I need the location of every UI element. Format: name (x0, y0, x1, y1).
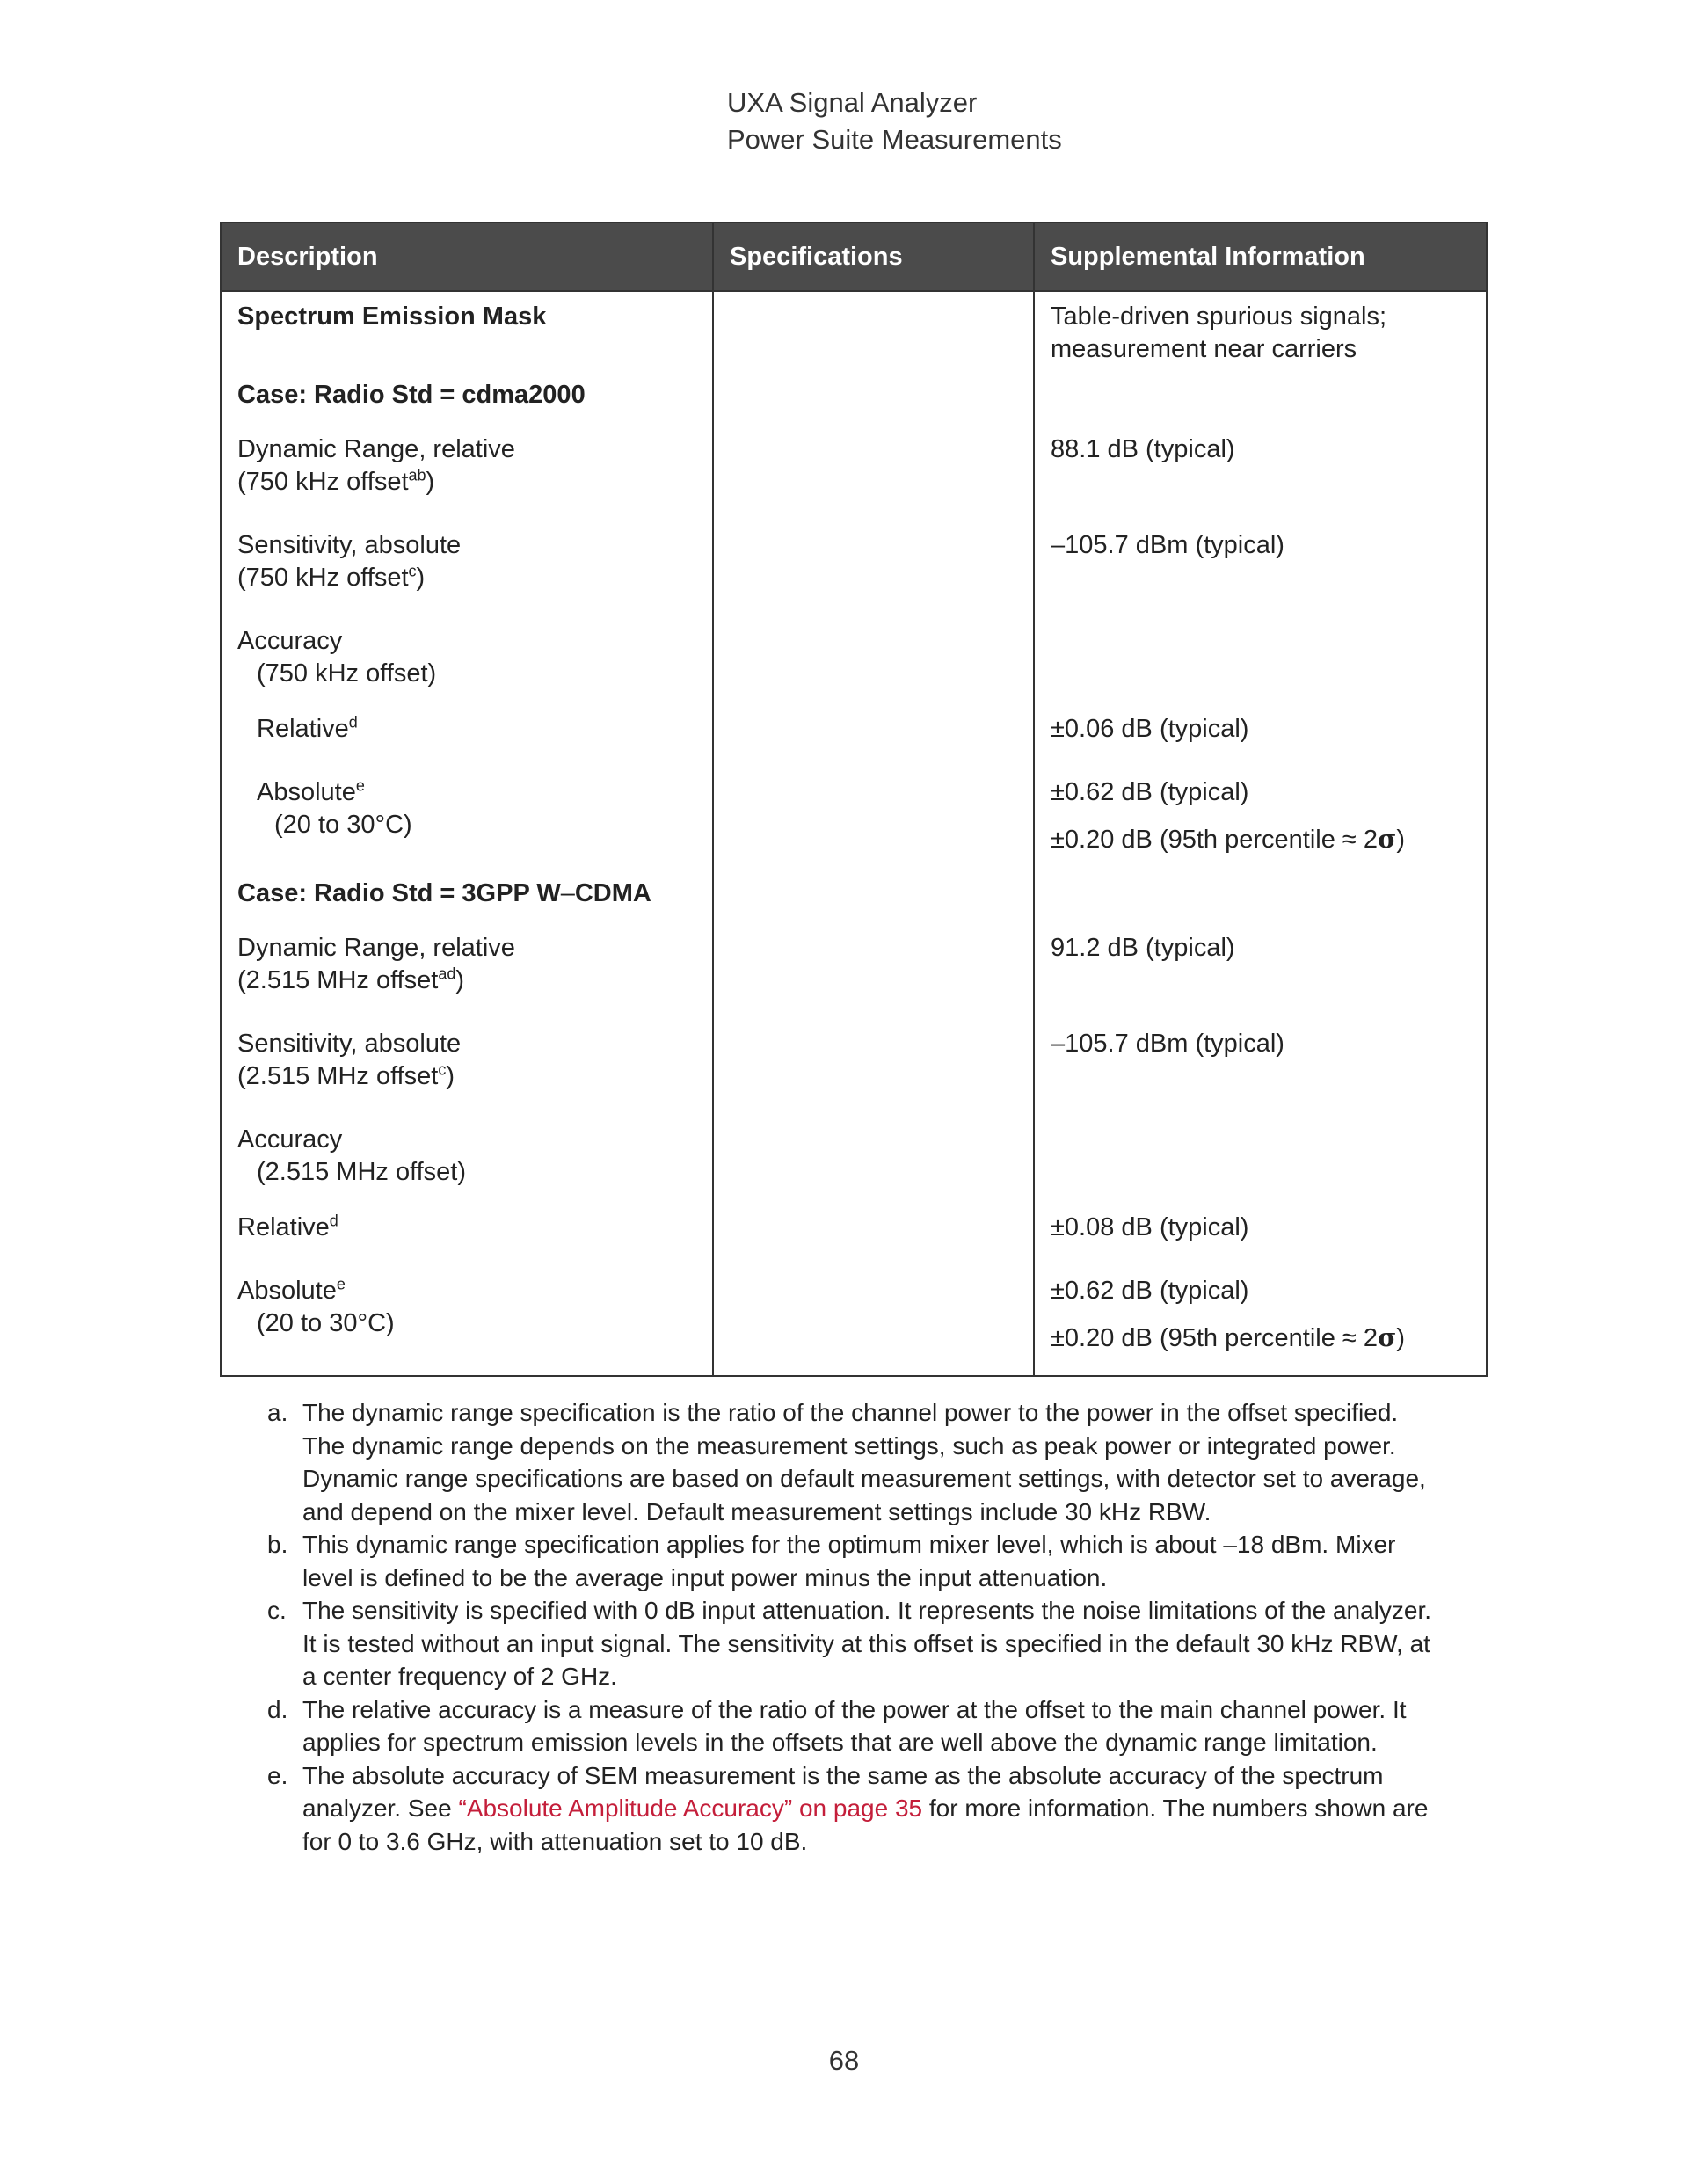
case1-abs-label: Absolute$^e$ (257, 776, 365, 806)
case1-rel-value: ±0.06 dB (typical) (1051, 715, 1249, 743)
table-row (221, 291, 1487, 379)
table-row (221, 379, 1487, 433)
table-row (221, 1028, 1487, 1124)
table-row (221, 1275, 1487, 1376)
case1-abs-value2: ±0.20 dB (95th percentile ≈ 2σ) (1051, 824, 1406, 854)
spec-table (220, 222, 1488, 1377)
col-specifications-header: Specifications (713, 222, 1034, 291)
case2-acc-label: Accuracy (237, 1125, 343, 1154)
table-row (221, 529, 1487, 625)
footnote-text: The absolute accuracy of SEM measurement is the same as the absolute accuracy of the spectrum analyzer. See “Absolute Amplitude Accuracy” on page 35 for more information. The numbers shown are for 0 to 3.6 GHz, with attenuation set to 10 dB. (302, 1761, 1429, 1855)
table-row (221, 932, 1487, 1028)
table-row (221, 776, 1487, 877)
footnote-text: The relative accuracy is a measure of the ratio of the power at the offset to the main channel power. It applies for spectrum emission levels in the offsets that are well above the dynamic range limitation. (302, 1695, 1407, 1756)
footnote-ref: d (329, 1212, 338, 1230)
case1-rel-label: Relative$^d$ (257, 713, 358, 743)
case2-abs-temp: (20 to 30°C) (257, 1309, 395, 1337)
case1-acc-offset: (750 kHz offset) (257, 659, 437, 688)
running-header (727, 84, 1062, 158)
case2-rel-value: ±0.08 dB (typical) (1051, 1213, 1249, 1241)
table-row (221, 1212, 1487, 1275)
footnote-ref: ad (438, 965, 456, 983)
case2-sens-value: –105.7 dBm (typical) (1051, 1030, 1284, 1058)
case1-acc-label: Accuracy (237, 627, 343, 655)
footnote-label: a. (267, 1399, 288, 1426)
case1-sens-offset: (750 kHz offset$^c$) (237, 562, 426, 592)
case1-sens-value: –105.7 dBm (typical) (1051, 531, 1284, 559)
footnote-ref: e (336, 1275, 346, 1293)
section-supp-line1: Table-driven spurious signals; (1051, 302, 1387, 331)
case2-title: Case: Radio Std = 3GPP W–CDMA (237, 879, 651, 907)
footnotes (264, 1396, 1442, 1858)
sigma-symbol: σ (1378, 824, 1397, 854)
table-row (221, 713, 1487, 776)
footnote-c (264, 1594, 1442, 1693)
footnote-label: d. (267, 1695, 288, 1723)
table-row (221, 433, 1487, 529)
case1-abs-temp: (20 to 30°C) (274, 811, 412, 839)
case2-acc-offset: (2.515 MHz offset) (257, 1158, 467, 1186)
absolute-amplitude-accuracy-link[interactable]: “Absolute Amplitude Accuracy” on page 35 (458, 1795, 923, 1822)
footnote-label: b. (267, 1531, 288, 1558)
case2-abs-value1: ±0.62 dB (typical) (1051, 1277, 1249, 1305)
case1-sens-label: Sensitivity, absolute (237, 531, 462, 559)
table-row (221, 625, 1487, 713)
case1-abs-value1: ±0.62 dB (typical) (1051, 778, 1249, 806)
table-row (221, 1124, 1487, 1212)
footnote-label: e. (267, 1761, 288, 1789)
page-number: 68 (828, 2045, 860, 2076)
footnote-d (264, 1693, 1442, 1759)
sigma-symbol: σ (1378, 1322, 1397, 1352)
case2-dr-label: Dynamic Range, relative (237, 934, 515, 962)
footnote-b (264, 1528, 1442, 1594)
case2-rel-label: Relative$^d$ (237, 1212, 338, 1241)
table-row (221, 877, 1487, 932)
case1-dr-offset: (750 kHz offset$^{ab}$) (237, 466, 435, 496)
footnote-a (264, 1396, 1442, 1528)
section-title: Spectrum Emission Mask (237, 302, 547, 331)
col-supplemental-header: Supplemental Information (1034, 222, 1487, 291)
footnote-label: c. (267, 1597, 287, 1624)
col-description-header: Description (221, 222, 713, 291)
section-supp-line2: measurement near carriers (1051, 335, 1357, 363)
footnote-text: This dynamic range specification applies for the optimum mixer level, which is about –18 dBm. Mixer level is defined to be the average input power minus the input attenuation. (302, 1531, 1396, 1591)
case2-sens-label: Sensitivity, absolute (237, 1030, 462, 1058)
footnote-ref: c (408, 562, 417, 580)
case2-dr-value: 91.2 dB (typical) (1051, 934, 1235, 962)
footnote-text: The sensitivity is specified with 0 dB input attenuation. It represents the noise limitations of the analyzer. It is tested without an input signal. The sensitivity at this offset is specified in the default 30 kHz RBW, at a center frequency of 2 GHz. (302, 1597, 1432, 1690)
footnote-ref: e (355, 776, 365, 795)
case1-title: Case: Radio Std = cdma2000 (237, 381, 586, 409)
case2-dr-offset: (2.515 MHz offset$^{ad}$) (237, 965, 465, 994)
case2-abs-label: Absolute$^e$ (237, 1275, 346, 1305)
footnote-ref: ab (408, 466, 426, 484)
header-subtitle: Power Suite Measurements (727, 124, 1062, 155)
case2-sens-offset: (2.515 MHz offset$^c$) (237, 1060, 455, 1090)
footnote-e (264, 1759, 1442, 1859)
table-header-row (221, 222, 1487, 291)
case1-dr-label: Dynamic Range, relative (237, 435, 515, 463)
case2-abs-value2: ±0.20 dB (95th percentile ≈ 2σ) (1051, 1322, 1406, 1352)
footnote-text: The dynamic range specification is the ratio of the channel power to the power in the offset specified. The dynamic range depends on the measurement settings, such as peak power or integrated power. Dynamic range specifications are based on default measurement settings, with detector set to average, and depend on the mixer level. Default measurement settings include 30 kHz RBW. (302, 1399, 1426, 1525)
case1-dr-value: 88.1 dB (typical) (1051, 435, 1235, 463)
footnote-ref: c (438, 1060, 447, 1079)
header-title: UXA Signal Analyzer (727, 87, 978, 118)
footnote-ref: d (348, 713, 358, 732)
